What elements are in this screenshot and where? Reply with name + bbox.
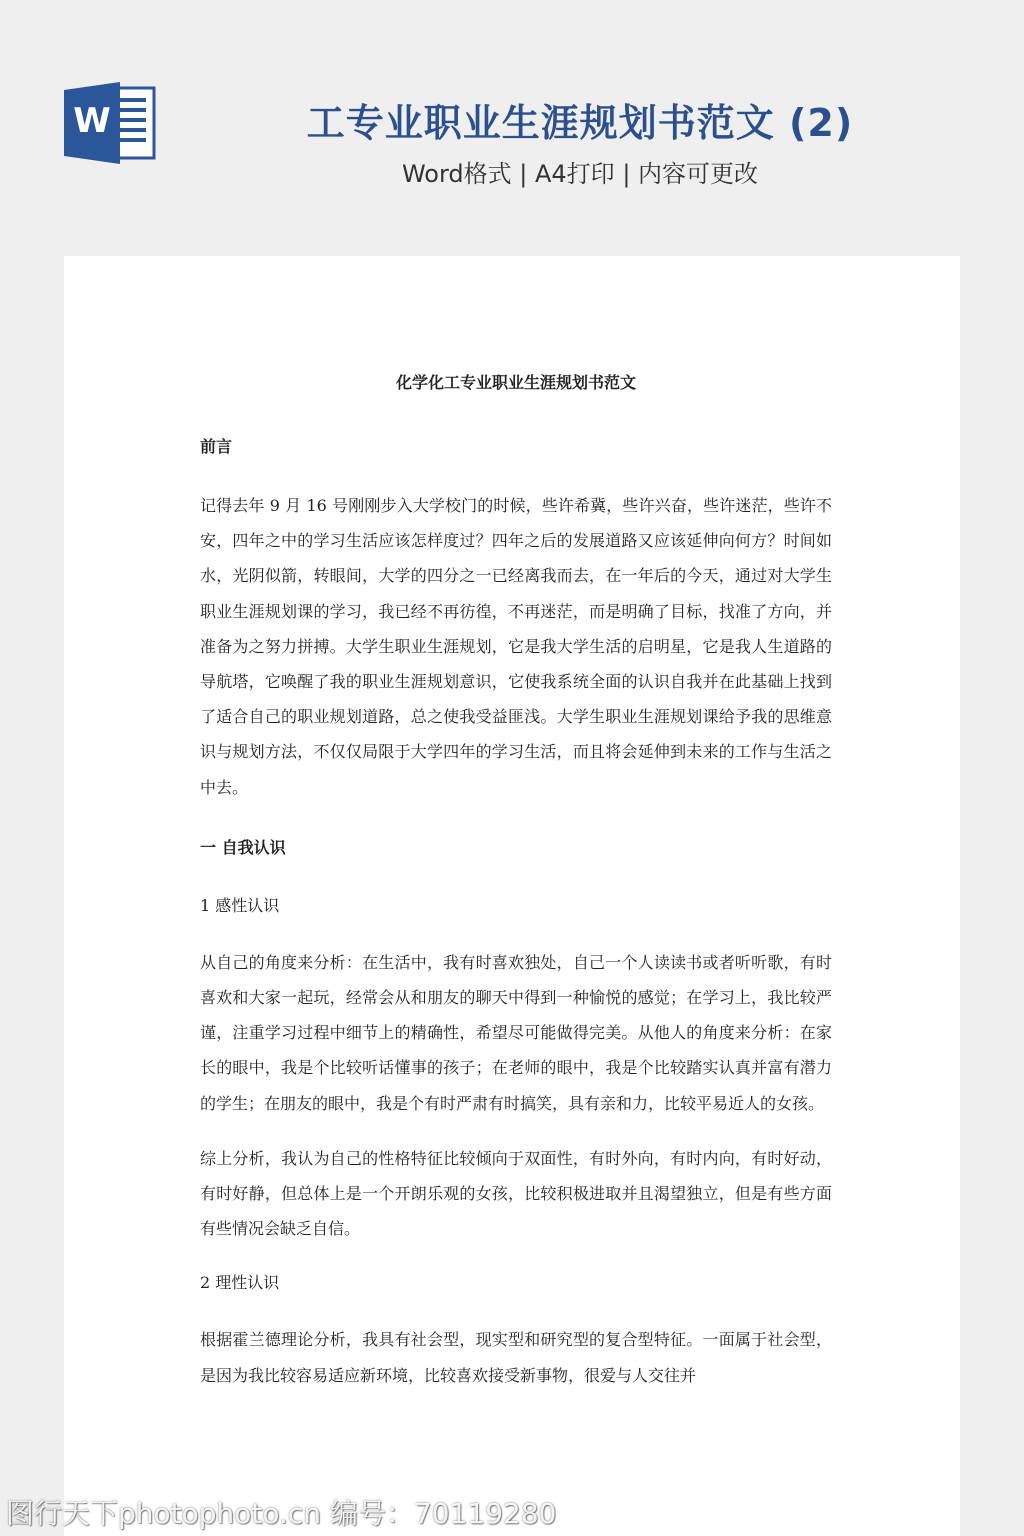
word-icon-letter: W [73, 101, 111, 141]
preface-paragraph: 记得去年 9 月 16 号刚刚步入大学校门的时候，些许希冀，些许兴奋，些许迷茫，些许不安，四年之中的学习生活应该怎样度过？四年之后的发展道路又应该延伸向何方？时间如水，光阴似箭，转眼间，大学的四分之一已经离我而去，在一年后的今天，通过对大学生职业生涯规划课的学习，我已经不再彷徨，不再迷茫，而是明确了目标，找准了方向，并准备为之努力拼搏。大学生职业生涯规划，它是我大学生活的启明星，它是我人生道路的导航塔，它唤醒了我的职业生涯规划意识，它使我系统全面的认识自我并在此基础上找到了适合自己的职业规划道路，总之使我受益匪浅。大学生职业生涯规划课给予我的思维意识与规划方法，不仅仅局限于大学四年的学习生活，而且将会延伸到未来的工作与生活之中去。 [200, 496, 832, 797]
section-heading-self-awareness: 一 自我认识 [200, 837, 286, 857]
subsection-heading-perceptual: 1 感性认识 [200, 895, 280, 915]
watermark: 图行天下photophoto.cn 编号：70119280 [6, 1497, 557, 1530]
page-title: 工专业职业生涯规划书范文 (2) [306, 101, 854, 145]
document-page [64, 256, 960, 1536]
header-banner [0, 0, 1024, 240]
document-title: 化学化工专业职业生涯规划书范文 [395, 373, 636, 392]
subsection-heading-rational: 2 理性认识 [200, 1273, 280, 1293]
rational-paragraph-1: 根据霍兰德理论分析，我具有社会型，现实型和研究型的复合型特征。一面属于社会型，是因为我比较容易适应新环境，比较喜欢接受新事物，很爱与人交往并 [200, 1330, 832, 1385]
document-body [200, 366, 832, 1413]
perceptual-paragraph-1: 从自己的角度来分析：在生活中，我有时喜欢独处，自己一个人读读书或者听听歌，有时喜欢和大家一起玩，经常会从和朋友的聊天中得到一种愉悦的感觉；在学习上，我比较严谨，注重学习过程中细节上的精确性，希望尽可能做得完美。从他人的角度来分析：在家长的眼中，我是个比较听话懂事的孩子；在老师的眼中，我是个比较踏实认真并富有潜力的学生；在朋友的眼中，我是个有时严肃有时搞笑，具有亲和力，比较平易近人的女孩。 [200, 952, 832, 1113]
word-document-icon [64, 82, 156, 164]
preface-heading: 前言 [200, 437, 233, 456]
page-subtitle: Word格式 | A4打印 | 内容可更改 [401, 160, 759, 188]
perceptual-paragraph-2: 综上分析，我认为自己的性格特征比较倾向于双面性，有时外向，有时内向，有时好动，有时好静，但总体上是一个开朗乐观的女孩，比较积极进取并且渴望独立，但是有些方面有些情况会缺乏自信。 [200, 1148, 832, 1239]
